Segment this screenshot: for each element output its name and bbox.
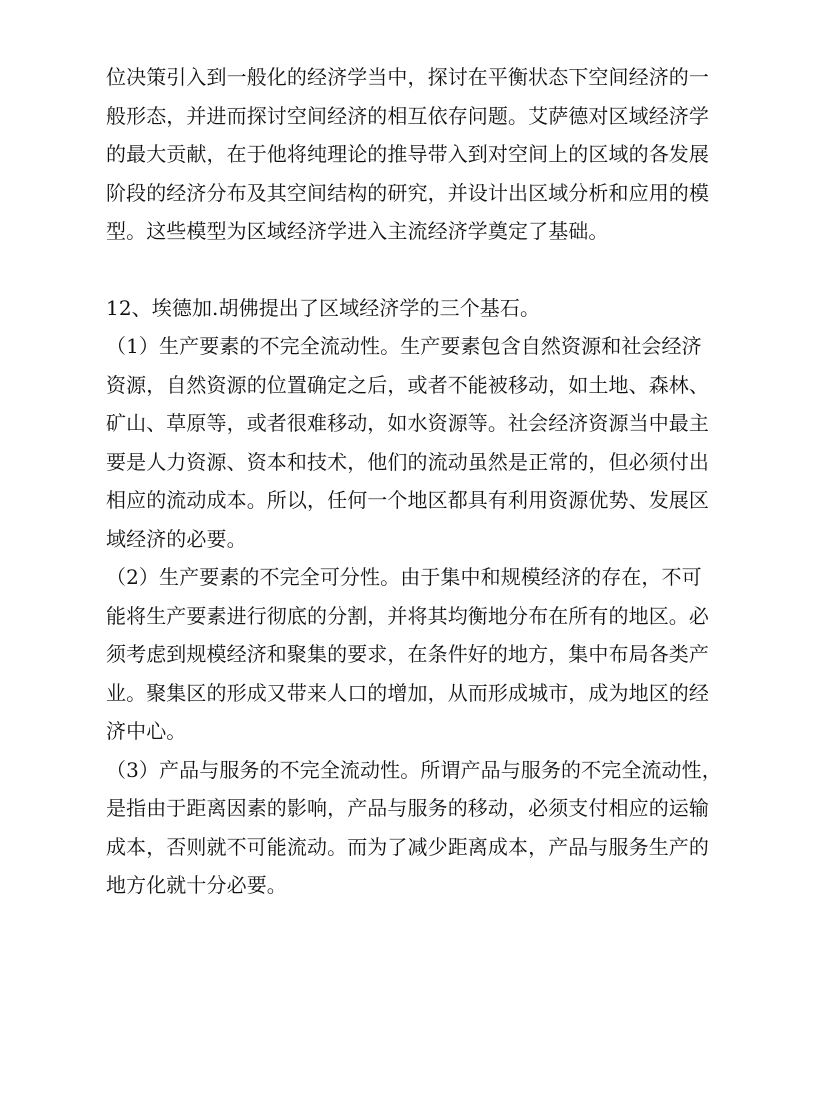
section-heading-hoover — [106, 289, 746, 328]
document-page — [106, 58, 746, 905]
text-line: 济中心。 — [106, 719, 187, 743]
paragraph-factor-divisibility — [106, 558, 746, 751]
text-line: 业。聚集区的形成又带来人口的增加，从而形成城市，成为地区的经 — [106, 680, 709, 705]
text-line: 是指由于距离因素的影响，产品与服务的移动，必须支付相应的运输 — [106, 796, 709, 820]
text-line: 须考虑到规模经济和聚集的要求，在条件好的地方，集中布局各类产 — [106, 642, 709, 666]
text-line: 域经济的必要。 — [106, 526, 247, 551]
text-line: 的最大贡献，在于他将纯理论的推导带入到对空间上的区域的各发展 — [106, 142, 709, 166]
text-line: 阶段的经济分布及其空间结构的研究，并设计出区域分析和应用的模 — [106, 180, 709, 205]
paragraph-gap — [106, 251, 746, 289]
text-line: （2）生产要素的不完全可分性。由于集中和规模经济的存在，不可 — [106, 565, 702, 589]
text-line: 成本，否则就不可能流动。而为了减少距离成本，产品与服务生产的 — [106, 834, 709, 859]
text-line: 能将生产要素进行彻底的分割，并将其均衡地分布在所有的地区。必 — [106, 603, 709, 628]
text-line: 12、埃德加.胡佛提出了区域经济学的三个基石。 — [106, 295, 541, 320]
text-line: 相应的流动成本。所以，任何一个地区都具有利用资源优势、发展区 — [106, 488, 709, 512]
paragraph-product-mobility — [106, 751, 746, 905]
text-line: 般形态，并进而探讨空间经济的相互依存问题。艾萨德对区域经济学 — [106, 103, 709, 128]
text-line: （3）产品与服务的不完全流动性。所谓产品与服务的不完全流动性， — [106, 757, 722, 782]
text-line: 地方化就十分必要。 — [106, 873, 287, 897]
text-line: 资源，自然资源的位置确定之后，或者不能被移动，如土地、森林、 — [106, 372, 709, 397]
text-line: 位决策引入到一般化的经济学当中，探讨在平衡状态下空间经济的一 — [106, 65, 709, 89]
text-line: 矿山、草原等，或者很难移动，如水资源等。社会经济资源当中最主 — [106, 411, 709, 435]
text-line: （1）生产要素的不完全流动性。生产要素包含自然资源和社会经济 — [106, 334, 702, 358]
paragraph-isard-contribution — [106, 58, 746, 251]
text-line: 要是人力资源、资本和技术，他们的流动虽然是正常的，但必须付出 — [106, 449, 709, 474]
text-line: 型。这些模型为区域经济学进入主流经济学奠定了基础。 — [106, 219, 609, 243]
paragraph-factor-mobility — [106, 327, 746, 558]
